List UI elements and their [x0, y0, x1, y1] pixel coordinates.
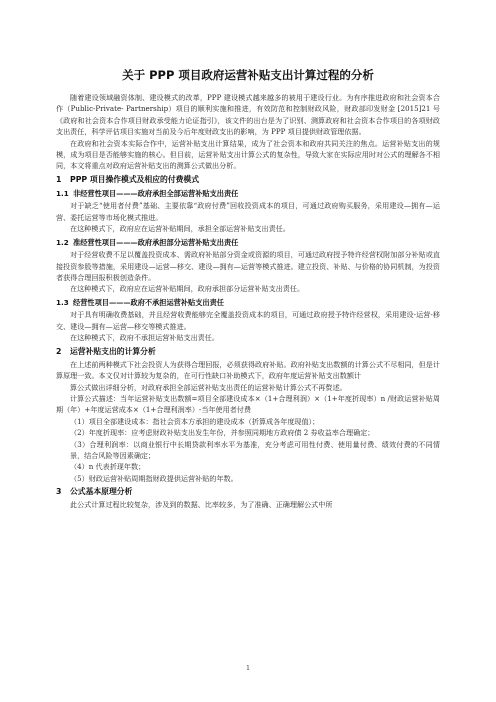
subsection-title: 经营性项目———政府不承担运营补贴支出责任	[73, 297, 224, 307]
formula-description: 计算公式描述：当年运营补贴支出数额=项目全部建设成本×（1+合理利润）×（1+年度折现率）n /财政运营补贴周期（年）+年度运营成本×（1+合理利润率）-当年使用者付费	[56, 393, 440, 415]
section-heading-1	[56, 174, 440, 186]
section-number: 2	[56, 346, 62, 356]
section-title: 运营补贴支出的计算分析	[70, 346, 156, 356]
section-number: 3	[56, 487, 62, 497]
paragraph-1-1-b: 在这种模式下，政府应在运营补贴期间，承担全部运营补贴支出责任。	[70, 224, 290, 234]
section-heading-3	[56, 486, 440, 498]
subsection-number: 1.1	[56, 188, 69, 198]
list-item: （4）n 代表折现年数；	[70, 462, 146, 472]
subsection-number: 1.2	[56, 237, 69, 247]
section-heading-2	[56, 346, 440, 358]
subsection-heading-1-2	[56, 237, 440, 249]
subsection-number: 1.3	[56, 297, 69, 307]
page-number: 1	[246, 665, 250, 672]
subsection-heading-1-1	[56, 188, 440, 200]
section-number: 1	[56, 174, 62, 184]
paragraph-1-2-b: 在这种模式下，政府应在运营补贴期间，政府承担部分运营补贴支出责任。	[70, 284, 305, 294]
list-item: （3）合理利润率：以商业银行中长期贷款利率水平为基准，充分考虑可用性付费、使用量付费、绩效付费的不同情景，结合风险等因素确定；	[70, 439, 440, 460]
section-title: PPP 项目操作模式及相应的付费模式	[70, 174, 200, 184]
paragraph-2-a: 在上述前两种模式下社会投资人为获得合理回报，必须获得政府补贴。政府补贴支出数额的计算公式不尽相同，但是计算原理一致。本文仅对计算较为复杂的，在可行性缺口补助模式下，政府年度运营补贴支出数额计	[56, 359, 440, 381]
subsection-heading-1-3	[56, 297, 440, 309]
paragraph-2-b: 算公式做出详细分析，对政府承担全部运营补贴支出责任的运营补贴计算公式不再赘述。	[70, 382, 347, 392]
document-title: 关于 PPP 项目政府运营补贴支出计算过程的分析	[122, 68, 374, 82]
subsection-title: 非经营性项目———政府承担全部运营补贴支出责任	[73, 188, 239, 198]
paragraph-intro-2: 在政府和社会资本实际合作中，运营补贴支出计算结果，成为了社会资本和政府共同关注的焦点。运营补贴支出的规模，成为项目是否能够实施的核心。但目前，运营补贴支出计算公式的复杂性，导致大家在实际应用时对公式的理解各不相同，本文将重点对政府运营补贴支出的测算公式做出分析。	[56, 138, 440, 171]
section-title: 公式基本原理分析	[70, 487, 133, 497]
list-item: （1）项目全部建设成本：指社会资本方承担的建设成本（折算成各年度现值）；	[70, 416, 320, 426]
paragraph-1-2-a: 对于经营收费不足以覆盖投资成本、需政府补贴部分资金或资源的项目，可通过政府授予特许经营权附加部分补贴或直接投资参股等措施，采用建设—运营—移交、建设—拥有—运营等模式推进。建立投资、补贴、与价格的协同机制，为投资者获得合理回报积极创造条件。	[56, 250, 440, 283]
list-item: （2）年度折现率：应考虑财政补贴支出发生年份，并参照同期地方政府债 2 券收益率合理确定；	[70, 428, 375, 438]
list-item: （5）财政运营补贴周期指财政提供运营补贴的年数。	[70, 473, 238, 483]
paragraph-intro-1: 随着建设领域融资体制、建设模式的改革，PPP 建设模式越来越多的被用于建设行业。为有序推进政府和社会资本合作（Public-Private- Partnership）项目的顺利实施和推进，有效防范和控制财政风险，财政部印发财金 [2015]21 号《政府和社会资本合作项目财政承受能力论证指引》，该文件的出台是为了识别、测算政府和社会资本合作项目的各项财政支出责任，科学评估项目实施对当前及今后年度财政支出的影响，为 PPP 项目提供财政管理依据。	[56, 93, 440, 137]
paragraph-3-a: 此公式计算过程比较复杂，涉及到的数据、比率较多，为了准确、正确理解公式中所	[70, 500, 333, 510]
paragraph-1-1-a: 对于缺乏“使用者付费”基础、主要依靠“政府付费”回收投资成本的项目，可通过政府购买服务，采用建设—拥有—运营、委托运营等市场化模式推进。	[56, 201, 440, 222]
subsection-title: 准经营性项目———政府承担部分运营补贴支出责任	[73, 237, 239, 247]
paragraph-1-3-a: 对于具有明确收费基础，并且经营收费能够完全覆盖投资成本的项目，可通过政府授予特许经营权，采用建设-运营-移交、建设—拥有—运营—移交等模式推进。	[56, 310, 440, 331]
paragraph-1-3-b: 在这种模式下，政府不承担运营补贴支出责任。	[70, 333, 219, 343]
